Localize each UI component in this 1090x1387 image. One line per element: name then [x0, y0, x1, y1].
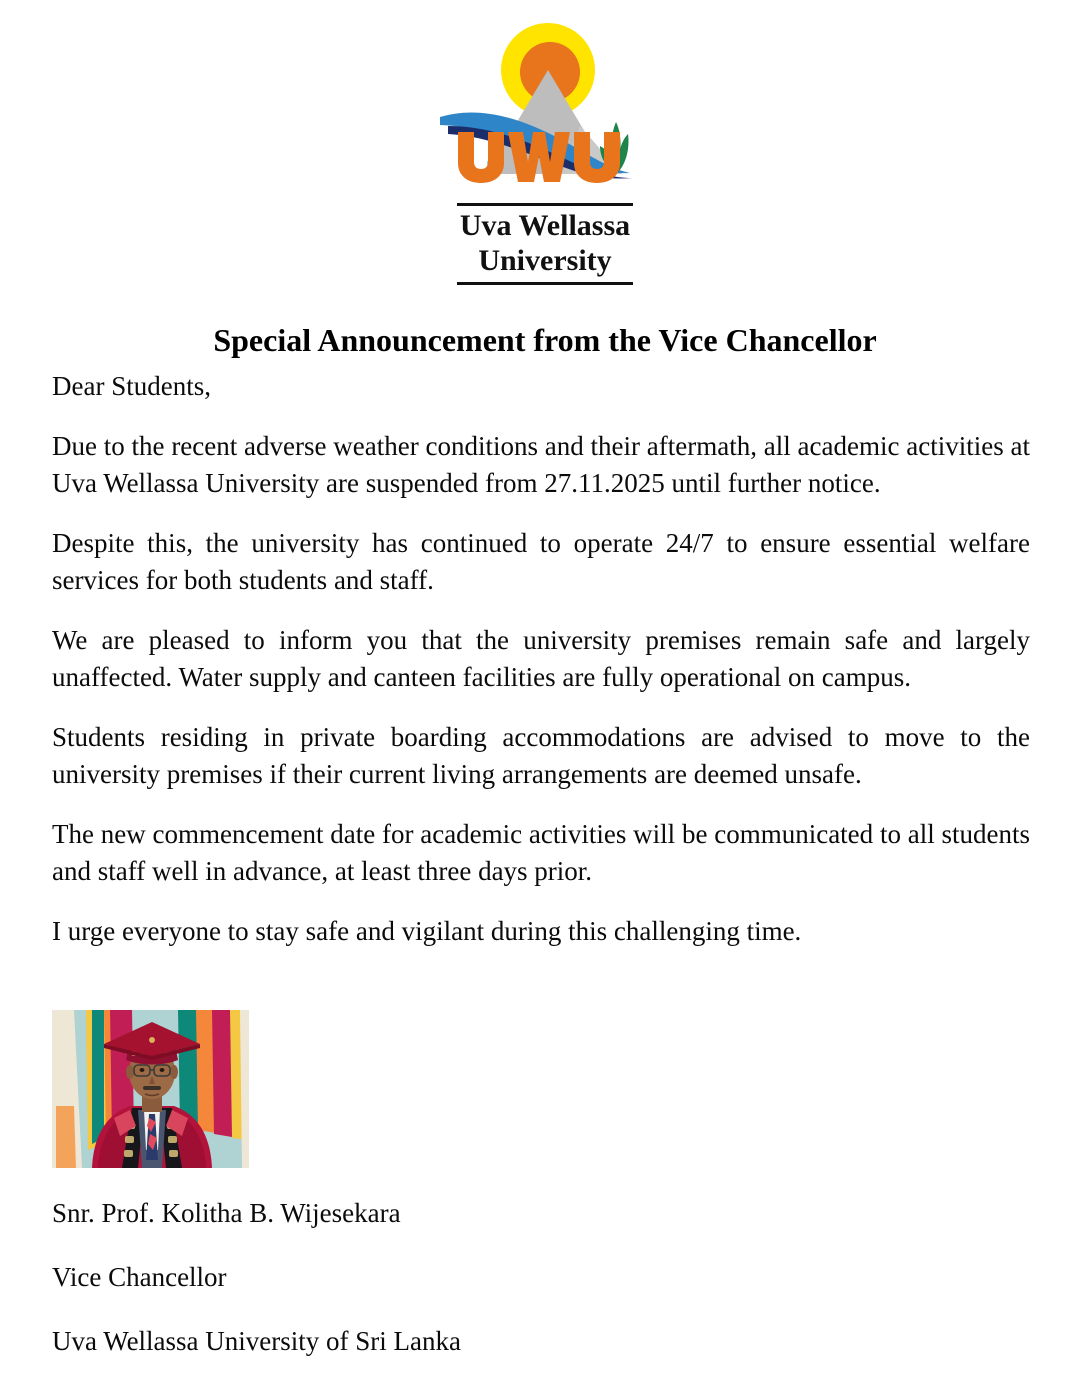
logo-text-line-1: Uva Wellassa: [459, 209, 631, 242]
letter-paragraph-6: I urge everyone to stay safe and vigilant during this challenging time.: [52, 916, 802, 946]
vice-chancellor-photo: [52, 1010, 249, 1168]
uwu-emblem-icon: [430, 22, 660, 202]
signatory-position: Vice Chancellor: [52, 1262, 227, 1292]
logo-divider-top: [457, 203, 633, 206]
letter-paragraph-3: We are pleased to inform you that the university premises remain safe and largely unaffected. Water supply and canteen facilities are fully operational on campus.: [52, 625, 1030, 692]
signatory-name: Snr. Prof. Kolitha B. Wijesekara: [52, 1198, 401, 1228]
letter-paragraph-4: Students residing in private boarding accommodations are advised to move to the university premises if their current living arrangements are deemed unsafe.: [52, 722, 1030, 789]
letter-paragraph-2: Despite this, the university has continued to operate 24/7 to ensure essential welfare services for both students and staff.: [52, 528, 1030, 595]
signatory-institution: Uva Wellassa University of Sri Lanka: [52, 1326, 461, 1356]
university-logo: [0, 22, 1090, 285]
letter-paragraph-1: Due to the recent adverse weather conditions and their aftermath, all academic activities at Uva Wellassa University are suspended from 27.11.2025 until further notice.: [52, 431, 1030, 498]
logo-text-line-2: University: [478, 244, 612, 277]
logo-divider-bottom: [457, 282, 633, 285]
page-title: Special Announcement from the Vice Chancellor: [213, 322, 877, 359]
letter-body: [52, 368, 1030, 950]
salutation: Dear Students,: [52, 371, 211, 401]
signature-block: [52, 1196, 1030, 1358]
letter-paragraph-5: The new commencement date for academic activities will be communicated to all students and staff well in advance, at least three days prior.: [52, 819, 1030, 886]
